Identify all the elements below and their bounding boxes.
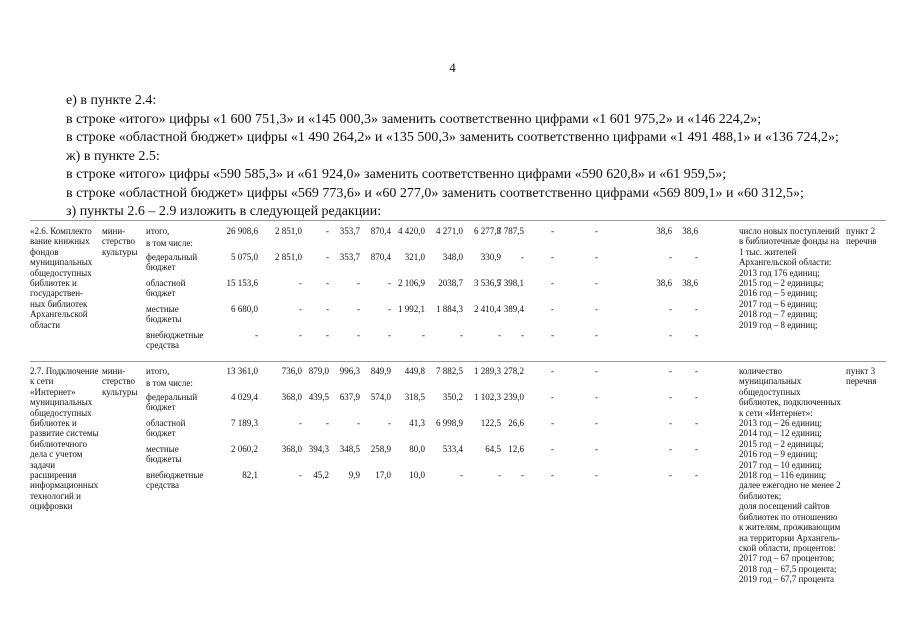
amount-cell: - bbox=[595, 418, 598, 428]
result-indicator: число новых поступлений в библиотечные фонды на 1 тыс. жителей Архангельской области: 2013 год 176 единиц; 2015 год – 2 единицы; 2016 год – 5 единиц; 2017 год – 6 единиц; 2018 год – 7 единиц; 2019 год – 8 единиц; bbox=[739, 226, 840, 330]
amount-cell: 122,5 bbox=[480, 418, 501, 428]
amount-cell: - bbox=[357, 278, 360, 288]
amount-cell: 9,9 bbox=[348, 470, 360, 480]
amendment-line: ж) в пункте 2.5: bbox=[66, 148, 160, 164]
amount-cell: 38,6 bbox=[656, 226, 672, 236]
amendment-line: в строке «областной бюджет» цифры «1 490 264,2» и «135 500,3» заменить соответственно цифрами «1 491 488,1» и «136 724,2»; bbox=[66, 130, 839, 145]
amount-cell: - bbox=[551, 470, 554, 480]
amount-cell: - bbox=[388, 304, 391, 314]
amendment-line: в строке «итого» цифры «1 600 751,3» и «145 000,3» заменить соответственно цифрами «1 601 975,2» и «146 224,2»; bbox=[66, 111, 762, 127]
page-number: 4 bbox=[449, 60, 456, 75]
executor: мини- стерство культуры bbox=[102, 366, 138, 397]
amount-cell: 17,0 bbox=[375, 470, 391, 480]
funding-source-label: в том числе: bbox=[146, 238, 193, 248]
amount-cell: - bbox=[551, 226, 554, 236]
amount-cell: 330,9 bbox=[480, 252, 501, 262]
amount-cell: - bbox=[595, 330, 598, 340]
amount-cell: - bbox=[595, 278, 598, 288]
funding-source-label: федеральный бюджет bbox=[146, 392, 198, 413]
amount-cell: 2 106,9 bbox=[398, 278, 425, 288]
amount-cell: - bbox=[551, 304, 554, 314]
amount-cell: 6 277,8 bbox=[474, 226, 501, 236]
amount-cell: 736,0 bbox=[281, 366, 302, 376]
amount-cell: 321,0 bbox=[404, 252, 425, 262]
amount-cell: - bbox=[695, 470, 698, 480]
amount-cell: - bbox=[326, 278, 329, 288]
amount-cell: - bbox=[551, 366, 554, 376]
amount-cell: - bbox=[498, 470, 501, 480]
amount-cell: 4 420,0 bbox=[398, 226, 425, 236]
amount-cell: 258,9 bbox=[370, 444, 391, 454]
amount-cell: 2038,7 bbox=[438, 278, 463, 288]
amount-cell: 7 787,5 bbox=[497, 226, 524, 236]
funding-source-label: местные бюджеты bbox=[146, 304, 182, 325]
measure-name: 2.7. Подключение к сети «Интернет» муниципальных общедоступных библиотек и развитие системы библиотечного дела с учетом задачи расширения информационных технологий и оцифровки bbox=[30, 366, 99, 512]
amount-cell: - bbox=[595, 392, 598, 402]
amount-cell: - bbox=[299, 470, 302, 480]
amendment-line: з) пункты 2.6 – 2.9 изложить в следующей редакции: bbox=[66, 204, 382, 219]
amount-cell: - bbox=[326, 252, 329, 262]
amount-cell: 2 410,4 bbox=[474, 304, 501, 314]
amount-cell: - bbox=[388, 330, 391, 340]
amount-cell: 41,3 bbox=[409, 418, 425, 428]
amount-cell: 439,5 bbox=[308, 392, 329, 402]
amount-cell: - bbox=[669, 444, 672, 454]
executor: мини- стерство культуры bbox=[102, 226, 138, 257]
amount-cell: 996,3 bbox=[339, 366, 360, 376]
amount-cell: 7 189,3 bbox=[231, 418, 258, 428]
amount-cell: - bbox=[551, 252, 554, 262]
amount-cell: - bbox=[326, 226, 329, 236]
amount-cell: - bbox=[299, 278, 302, 288]
funding-source-label: федеральный бюджет bbox=[146, 252, 198, 273]
amount-cell: - bbox=[326, 418, 329, 428]
amount-cell: - bbox=[669, 392, 672, 402]
amount-cell: 5 075,0 bbox=[231, 252, 258, 262]
amount-cell: 38,6 bbox=[656, 278, 672, 288]
amount-cell: 13 361,0 bbox=[226, 366, 258, 376]
amount-cell: 15 153,6 bbox=[226, 278, 258, 288]
amount-cell: 239,0 bbox=[503, 392, 524, 402]
amount-cell: - bbox=[695, 252, 698, 262]
amount-cell: 10,0 bbox=[409, 470, 425, 480]
amendment-line: е) в пункте 2.4: bbox=[66, 93, 157, 108]
amount-cell: - bbox=[521, 470, 524, 480]
amount-cell: - bbox=[595, 470, 598, 480]
amount-cell: 45,2 bbox=[313, 470, 329, 480]
amount-cell: - bbox=[695, 304, 698, 314]
amount-cell: - bbox=[669, 304, 672, 314]
amount-cell: - bbox=[299, 418, 302, 428]
amendment-text bbox=[66, 92, 905, 222]
amount-cell: 6 680,0 bbox=[231, 304, 258, 314]
amount-cell: - bbox=[695, 418, 698, 428]
amount-cell: - bbox=[521, 330, 524, 340]
amount-cell: - bbox=[595, 366, 598, 376]
result-indicator: количество муниципальных общедоступных библиотек, подключенных к сети «Интернет»: 2013 год – 26 единиц; 2014 год – 12 единиц; 2015 год – 2 единицы; 2016 год – 9 единиц; 2017 год – 10 единиц; 2018 год – 116 единиц; далее ежегодно не менее 2 библиотек; доля посещений сайтов библиотек по отношению к жителям, проживающим на территории Архангель- ской области, процентов: 2017 год – 67 процентов; 2018 год – 67,5 процента; 2019 год – 67,7 процента bbox=[739, 366, 841, 585]
amount-cell: - bbox=[357, 418, 360, 428]
amount-cell: - bbox=[695, 444, 698, 454]
funding-source-label: в том числе: bbox=[146, 378, 193, 388]
amount-cell: - bbox=[299, 304, 302, 314]
amount-cell: 1 289,3 bbox=[474, 366, 501, 376]
reference: пункт 2 перечня bbox=[846, 226, 877, 247]
amount-cell: - bbox=[460, 470, 463, 480]
amount-cell: - bbox=[669, 470, 672, 480]
amount-cell: - bbox=[326, 330, 329, 340]
amount-cell: 38,6 bbox=[682, 226, 698, 236]
amount-cell: - bbox=[669, 252, 672, 262]
amount-cell: - bbox=[498, 330, 501, 340]
amount-cell: 7 882,5 bbox=[436, 366, 463, 376]
amount-cell: 870,4 bbox=[370, 226, 391, 236]
amount-cell: 7 398,1 bbox=[497, 278, 524, 288]
amount-cell: 26 908,6 bbox=[226, 226, 258, 236]
row-divider bbox=[30, 361, 886, 362]
amount-cell: 353,7 bbox=[339, 252, 360, 262]
amount-cell: 348,0 bbox=[442, 252, 463, 262]
funding-source-label: итого, bbox=[146, 226, 170, 236]
amount-cell: 82,1 bbox=[242, 470, 258, 480]
amount-cell: - bbox=[388, 278, 391, 288]
amount-cell: - bbox=[357, 304, 360, 314]
amount-cell: - bbox=[521, 252, 524, 262]
amount-cell: 394,3 bbox=[308, 444, 329, 454]
amount-cell: - bbox=[551, 392, 554, 402]
amount-cell: 879,0 bbox=[308, 366, 329, 376]
amount-cell: 1 102,3 bbox=[474, 392, 501, 402]
amount-cell: 38,6 bbox=[682, 278, 698, 288]
funding-source-label: внебюджетные средства bbox=[146, 330, 204, 351]
amount-cell: 353,7 bbox=[339, 226, 360, 236]
amount-cell: - bbox=[595, 252, 598, 262]
amount-cell: 318,5 bbox=[404, 392, 425, 402]
amount-cell: 4 029,4 bbox=[231, 392, 258, 402]
amount-cell: - bbox=[551, 418, 554, 428]
amount-cell: 3 536,5 bbox=[474, 278, 501, 288]
amount-cell: - bbox=[460, 330, 463, 340]
amount-cell: 1 884,3 bbox=[436, 304, 463, 314]
reference: пункт 3 перечня bbox=[846, 366, 877, 387]
amount-cell: - bbox=[551, 330, 554, 340]
amount-cell: 389,4 bbox=[503, 304, 524, 314]
amount-cell: 12,6 bbox=[508, 444, 524, 454]
table-top-rule bbox=[30, 220, 886, 221]
amount-cell: 1 992,1 bbox=[398, 304, 425, 314]
amount-cell: - bbox=[669, 330, 672, 340]
amount-cell: 368,0 bbox=[281, 392, 302, 402]
amount-cell: - bbox=[388, 418, 391, 428]
amount-cell: 26,6 bbox=[508, 418, 524, 428]
amount-cell: - bbox=[357, 330, 360, 340]
amendment-line: в строке «итого» цифры «590 585,3» и «61 924,0» заменить соответственно цифрами «590 620,8» и «61 959,5»; bbox=[66, 167, 727, 182]
amount-cell: - bbox=[422, 330, 425, 340]
amount-cell: - bbox=[595, 304, 598, 314]
amount-cell: 849,9 bbox=[370, 366, 391, 376]
amount-cell: - bbox=[695, 392, 698, 402]
amount-cell: 350,2 bbox=[442, 392, 463, 402]
amount-cell: 533,4 bbox=[442, 444, 463, 454]
amount-cell: 278,2 bbox=[503, 366, 524, 376]
amount-cell: 2 060,2 bbox=[231, 444, 258, 454]
amount-cell: 574,0 bbox=[370, 392, 391, 402]
amount-cell: - bbox=[326, 304, 329, 314]
amount-cell: 637,9 bbox=[339, 392, 360, 402]
amount-cell: 368,0 bbox=[281, 444, 302, 454]
amount-cell: - bbox=[551, 278, 554, 288]
amount-cell: - bbox=[595, 444, 598, 454]
amount-cell: - bbox=[669, 418, 672, 428]
amount-cell: 4 271,0 bbox=[436, 226, 463, 236]
amount-cell: 870,4 bbox=[370, 252, 391, 262]
amount-cell: - bbox=[695, 330, 698, 340]
amount-cell: 2 851,0 bbox=[275, 252, 302, 262]
funding-source-label: итого, bbox=[146, 366, 170, 376]
funding-source-label: внебюджетные средства bbox=[146, 470, 204, 491]
amount-cell: 80,0 bbox=[409, 444, 425, 454]
funding-source-label: местные бюджеты bbox=[146, 444, 182, 465]
amount-cell: 6 998,9 bbox=[436, 418, 463, 428]
measure-name: «2.6. Комплекто вание книжных фондов муниципальных общедоступных библиотек и государствен- ных библиотек Архангельской области bbox=[30, 226, 93, 330]
amount-cell: - bbox=[669, 366, 672, 376]
amount-cell: 449,8 bbox=[404, 366, 425, 376]
amount-cell: - bbox=[595, 226, 598, 236]
amendment-line: в строке «областной бюджет» цифры «569 773,6» и «60 277,0» заменить соответственно цифрами «569 809,1» и «60 312,5»; bbox=[66, 185, 804, 201]
funding-source-label: областной бюджет bbox=[146, 278, 186, 299]
amount-cell: 64,5 bbox=[485, 444, 501, 454]
amount-cell: - bbox=[695, 366, 698, 376]
funding-source-label: областной бюджет bbox=[146, 418, 186, 439]
amount-cell: - bbox=[299, 330, 302, 340]
amount-cell: - bbox=[551, 444, 554, 454]
amount-cell: 348,5 bbox=[339, 444, 360, 454]
amount-cell: 2 851,0 bbox=[275, 226, 302, 236]
amount-cell: - bbox=[255, 330, 258, 340]
